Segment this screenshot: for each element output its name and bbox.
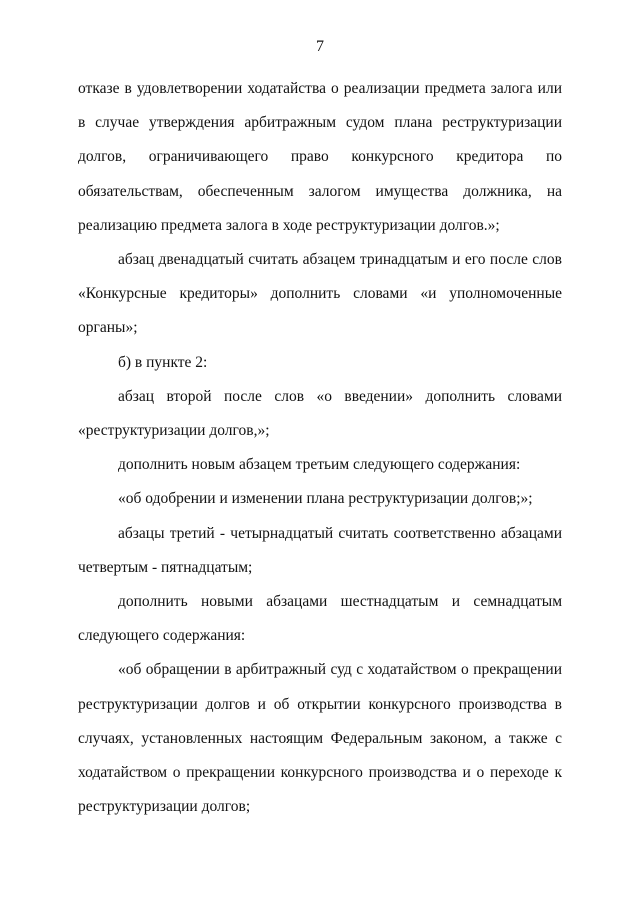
paragraph-twelfth-abzac: абзац двенадцатый считать абзацем тринадцатым и его после слов «Конкурсные кредиторы» дополнить словами «и уполномоченные органы»; xyxy=(78,251,562,337)
paragraph-quote-petition: «об обращении в арбитражный суд с ходатайством о прекращении реструктуризации долгов и об открытии конкурсного производства в случаях, установленных настоящим Федеральным законом, а также с ходатайством о прекращении конкурсного производства и о переходе к реструктуризации долгов; xyxy=(78,661,562,816)
page-number: 7 xyxy=(316,38,324,55)
paragraph-add-sixteenth: дополнить новыми абзацами шестнадцатым и семнадцатым следующего содержания: xyxy=(78,593,562,645)
paragraph-renumber: абзацы третий - четырнадцатый считать соответственно абзацами четвертым - пятнадцатым; xyxy=(78,524,562,576)
paragraph-quote-approval: «об одобрении и изменении плана реструктуризации долгов;»; xyxy=(118,490,533,508)
paragraph-second-abzac: абзац второй после слов «о введении» дополнить словами «реструктуризации долгов,»; xyxy=(78,387,562,440)
paragraph-add-third: дополнить новым абзацем третьим следующего содержания: xyxy=(118,456,521,474)
paragraph-continuation: отказе в удовлетворении ходатайства о реализации предмета залога или в случае утверждения арбитражным судом плана реструктуризации долгов, ограничивающего право конкурсного кредитора по обязательствам, обеспеченным залогом имущества должника, на реализацию предмета залога в ходе реструктуризации долгов.»; xyxy=(78,80,562,234)
paragraph-subitem-b: б) в пункте 2: xyxy=(118,353,208,371)
document-body xyxy=(78,72,562,824)
